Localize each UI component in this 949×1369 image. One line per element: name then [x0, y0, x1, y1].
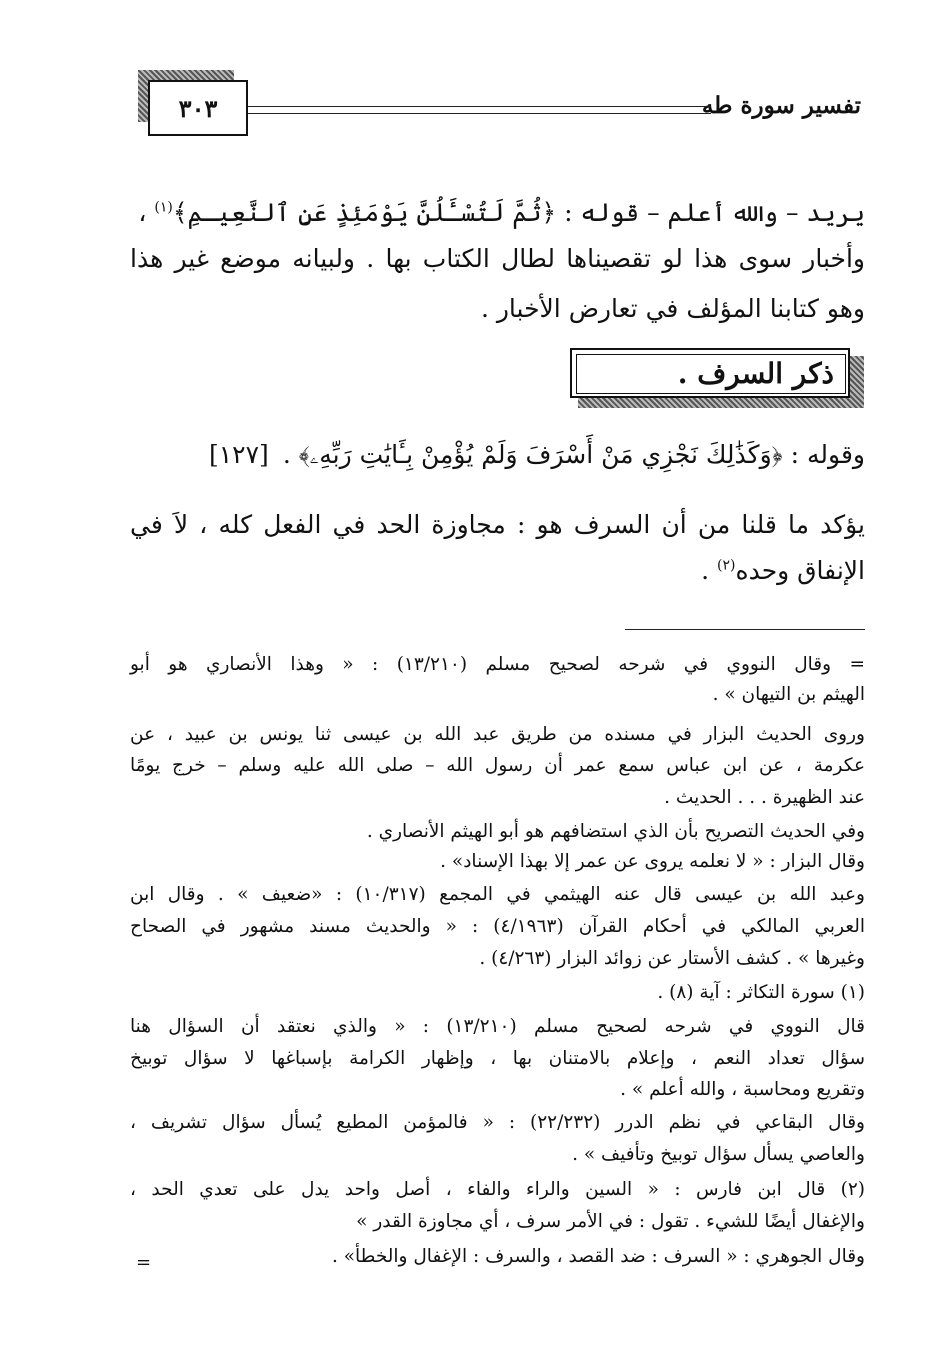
footnote-line: عكرمة ، عن ابن عباس سمع عمر أن رسول الله – صلى الله عليه وسلم – خرج يومًا: [130, 755, 865, 776]
footnote-line: وتقريع ومحاسبة ، والله أعلم » .: [620, 1079, 865, 1100]
verse-line: [209, 442, 865, 467]
verse-text: وقوله : ﴿وَكَذَٰلِكَ نَجْزِي مَنْ أَسْرَفَ وَلَمْ يُؤْمِنْ بِـَٔايَٰتِ رَبِّهِۦ﴾ .: [282, 440, 865, 469]
section-heading: ذكر السرف .: [677, 356, 834, 390]
footnote-line: عند الظهيرة . . . الحديث .: [664, 787, 865, 808]
continuation-mark: =: [136, 1252, 152, 1273]
footnote-line: والإغفال أيضًا للشيء . تقول : في الأمر سرف ، أي مجاوزة القدر »: [356, 1211, 865, 1232]
body-line-1: [138, 200, 865, 225]
verse-reference: [١٢٧]: [208, 440, 269, 469]
page-number-box: [148, 80, 248, 136]
paragraph-line-2: [701, 558, 865, 583]
body-line-1-end: ،: [138, 198, 155, 227]
header-rule-bottom: [248, 113, 711, 114]
footnote-line: قال النووي في شرحه لصحيح مسلم (١٣/٢١٠) : « والذي نعتقد أن السؤال هنا: [130, 1016, 865, 1037]
running-header-title: تفسير سورة طه: [701, 92, 861, 119]
header-rule-top: [248, 106, 711, 107]
footnote-ref-1: (١): [154, 199, 173, 216]
footnote-line: وقال البقاعي في نظم الدرر (٢٢/٢٣٢) : « فالمؤمن المطيع يُسأل سؤال تشريف ،: [130, 1112, 865, 1133]
body-line-1-text: يريد – والله أعلم – قوله : ﴿ثُمَّ لَتُسْـَٔلُنَّ يَوْمَئِذٍ عَنِ ٱلنَّعِيـمِ﴾: [172, 198, 865, 227]
body-line-2: وأخبار سوى هذا لو تقصيناها لطال الكتاب بها . ولبيانه موضع غير هذا: [130, 244, 865, 273]
paragraph-line-2-text: الإنفاق وحده: [735, 556, 865, 585]
footnote-line: العربي المالكي في أحكام القرآن (٤/١٩٦٣) : « والحديث مسند مشهور في الصحاح: [130, 916, 865, 937]
footnote-line: وغيرها » . كشف الأستار عن زوائد البزار (٤/٢٦٣) .: [479, 948, 865, 969]
footnote-line-text: وقال الجوهري : « السرف : ضد القصد ، والسرف : الإغفال والخطأ» .: [331, 1246, 865, 1267]
footnote-line: سؤال تعداد النعم ، وإعلام بالامتنان بها ، وإظهار الكرامة بإسباغها لا سؤال توبيخ: [130, 1048, 865, 1069]
paragraph-line-2-end: .: [701, 556, 717, 585]
footnote-line: = وقال النووي في شرحه لصحيح مسلم (١٣/٢١٠) : « وهذا الأنصاري هو أبو: [130, 654, 866, 675]
body-line-3: وهو كتابنا المؤلف في تعارض الأخبار .: [480, 294, 865, 323]
footnote-line: والعاصي يسأل سؤال توبيخ وتأفيف » .: [572, 1144, 865, 1165]
footnote-line: الهيثم بن التيهان » .: [712, 684, 865, 705]
section-heading-box: [570, 348, 850, 398]
footnote-line: (٢) قال ابن فارس : « السين والراء والفاء ، أصل واحد يدل على تعدي الحد ،: [130, 1179, 865, 1200]
footnote-line: وروى الحديث البزار في مسنده من طريق عبد الله بن عيسى ثنا يونس بن عبيد ، عن: [130, 724, 865, 745]
paragraph-line-1: يؤكد ما قلنا من أن السرف هو : مجاوزة الحد في الفعل كله ، لاَ في: [130, 510, 865, 539]
footnote-line: وعبد الله بن عيسى قال عنه الهيثمي في المجمع (١٠/٣١٧) : «ضعيف » . وقال ابن: [130, 884, 865, 905]
footnote-line: (١) سورة التكاثر : آية (٨) .: [657, 982, 865, 1003]
footnote-line: وقال البزار : « لا نعلمه يروى عن عمر إلا بهذا الإسناد» .: [440, 851, 865, 872]
footnote-line: [332, 1248, 865, 1267]
page-number: ٣٠٣: [178, 93, 218, 123]
footnote-separator: [625, 629, 865, 630]
footnote-line: وفي الحديث التصريح بأن الذي استضافهم هو أبو الهيثم الأنصاري .: [366, 821, 865, 842]
footnote-ref-2: (٢): [717, 557, 736, 574]
